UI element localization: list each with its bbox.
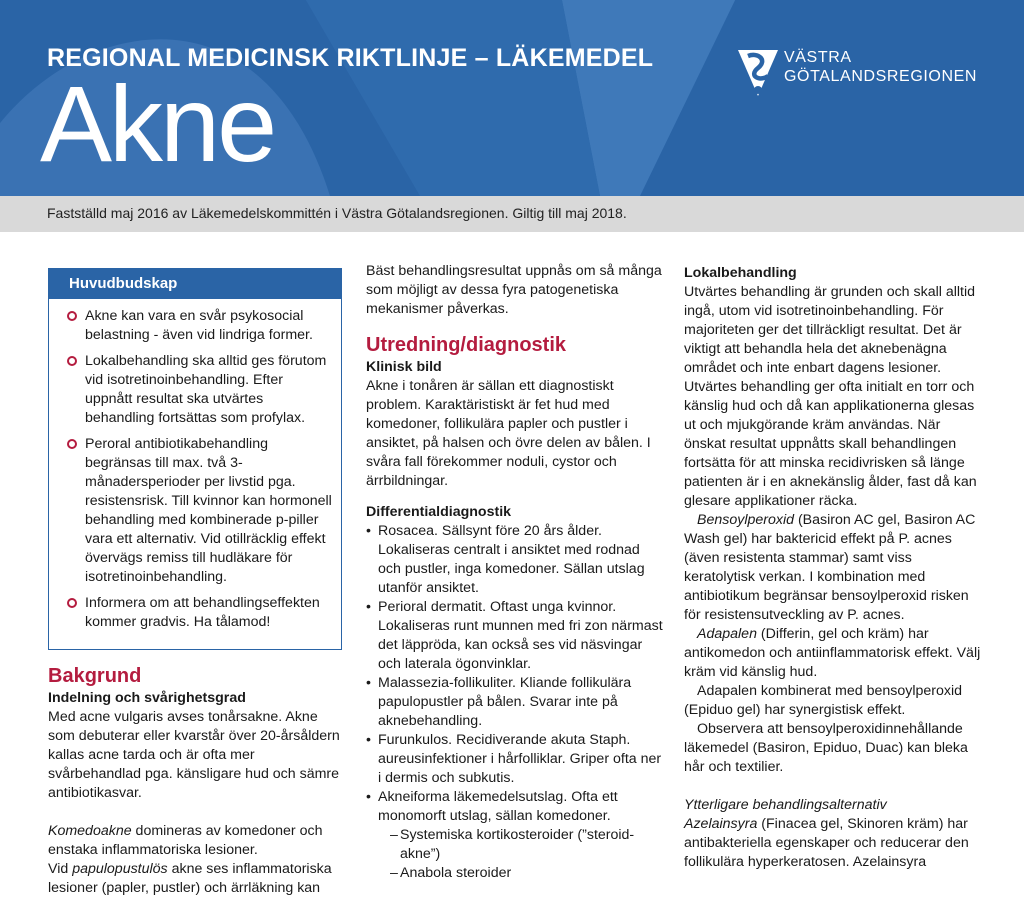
sub-list-item: – Anabola steroider xyxy=(390,864,666,883)
paragraph: Observera att bensoylperoxidinnehållande läkemedel (Basiron, Epiduo, Duac) kan bleka hår och textilier. xyxy=(684,721,968,775)
paragraph: Komedoakne domineras av komedoner och enstaka inflammatoriska lesioner. xyxy=(48,823,323,858)
sub-list-item: – Systemiska kortikosteroider (”steroid-akne”) xyxy=(390,826,666,864)
bullet-icon xyxy=(67,311,77,321)
page-title: Akne xyxy=(40,63,275,184)
paragraph: Azelainsyra (Finacea gel, Skinoren kräm) har antibakteriella egenskaper och reducerar den follikulära hyperkeratosen. Azelainsyra xyxy=(684,816,969,870)
paragraph: Med acne vulgaris avses tonårsakne. Akne som debuterar eller kvarstår över 20-årsåldern kallas acne tarda och är ofta mer svårbehandlad pga. känsligare hud och sämre antibiotikasvar. xyxy=(48,709,340,801)
header-banner xyxy=(0,0,1024,196)
column-1 xyxy=(48,268,344,898)
paragraph: Adapalen (Differin, gel och kräm) har antikomedon och antiinflammatorisk effekt. Välj kräm vid känslig hud. xyxy=(684,626,981,680)
column-2 xyxy=(366,262,666,883)
key-messages-list xyxy=(49,299,341,632)
key-messages-title: Huvudbudskap xyxy=(49,269,341,299)
list-item: • Rosacea. Sällsynt före 20 års ålder. Lokaliseras centralt i ansiktet med rodnad och pustler, inga komedoner. Sällan utslag utanför ansiktet. xyxy=(366,522,666,598)
list-item: • Perioral dermatit. Oftast unga kvinnor. Lokaliseras runt munnen med fri zon närmast det läppröda, kan också ses vid näsvingar och laterala ögonvinklar. xyxy=(366,598,666,674)
key-message-item: Lokalbehandling ska alltid ges förutom vid isotretinoinbehandling. Efter uppnått resultat ska utvärtes behandling fortsättas som profylax. xyxy=(67,352,333,428)
subheading-further-alternatives: Ytterligare behandlingsalternativ xyxy=(684,797,887,813)
subheading-local-treatment: Lokalbehandling xyxy=(684,265,797,281)
paragraph: Bensoylperoxid (Basiron AC gel, Basiron AC Wash gel) har baktericid effekt på P. acnes (även resistenta stammar) samt viss keratolytisk verkan. I kombination med antibiotikum begränsar bensoylperoxid risken för resistensutveckling av P. acnes. xyxy=(684,512,976,623)
list-item: • Malassezia-follikuliter. Kliande follikulära papulopustler på bålen. Svarar inte på aknebehandling. xyxy=(366,674,666,731)
key-message-item: Akne kan vara en svår psykosocial belastning - även vid lindriga former. xyxy=(67,307,333,345)
paragraph: Akne i tonåren är sällan ett diagnostiskt problem. Karaktäristiskt är fet hud med komedoner, follikulära papler och pustler i ansiktet, på halsen och övre delen av bålen. I svåra fall förekommer noduli, cystor och ärrbildningar. xyxy=(366,378,651,489)
vgr-logo xyxy=(736,46,996,102)
bullet-icon xyxy=(67,356,77,366)
paragraph: Bäst behandlingsresultat uppnås om så många som möjligt av dessa fyra patogenetiska mekanismer påverkas. xyxy=(366,263,662,317)
section-heading-diagnostics: Utredning/diagnostik xyxy=(366,334,566,356)
key-message-item: Informera om att behandlingseffekten kommer gradvis. Ha tålamod! xyxy=(67,594,333,632)
column-3 xyxy=(684,264,984,872)
sub-list xyxy=(378,826,666,883)
subheading-differential: Differentialdiagnostik xyxy=(366,504,512,520)
validity-bar xyxy=(0,196,1024,232)
key-message-item: Peroral antibiotikabehandling begränsas till max. två 3-månadersperioder per livstid pga. resistensrisk. Till kvinnor kan hormonell behandling med kombinerade p-piller vara ett alternativ. Vid otillräcklig effekt övervägs remiss till hudläkare för isotretinoinbehandling. xyxy=(67,435,333,587)
paragraph: Utvärtes behandling är grunden och skall alltid ingå, utom vid isotretinoinbehandling. För majoriteten ger det tillräckligt resultat. Det är viktigt att behandla hela det aknebenägna området och inte enbart dagens lesioner. Utvärtes behandling ger ofta initialt en torr och känslig hud och då kan applikationerna glesas ut och mjukgörande kräm användas. När önskat resultat uppnåtts skall behandlingen fortsätta för att minska recidivrisken så länge patienten är i en aknekänslig ålder, fast då kan glesare applikationer räcka. xyxy=(684,284,977,509)
subheading-clinical: Klinisk bild xyxy=(366,359,442,375)
key-messages-box xyxy=(48,268,342,650)
subheading-classification: Indelning och svårighetsgrad xyxy=(48,690,246,706)
guideline-kicker: REGIONAL MEDICINSK RIKTLINJE – LÄKEMEDEL xyxy=(47,44,654,72)
paragraph: Vid papulopustulös akne ses inflammatoriska lesioner (papler, pustler) och ärrläkning kan xyxy=(48,861,332,896)
section-heading-background: Bakgrund xyxy=(48,665,142,687)
differential-list xyxy=(366,522,666,883)
logo-text-line1: VÄSTRA xyxy=(784,49,852,66)
list-item: • Furunkulos. Recidiverande akuta Staph. aureusinfektioner i hårfolliklar. Griper ofta ner i dermis och subkutis. xyxy=(366,731,666,788)
logo-text-line2: GÖTALANDSREGIONEN xyxy=(784,68,978,85)
vgr-logo-icon xyxy=(736,46,780,100)
bullet-icon xyxy=(67,598,77,608)
list-item: • Akneiforma läkemedelsutslag. Ofta ett monomorft utslag, sällan komedoner. – Systemiska kortikosteroider (”steroid-akne”) – Anabola steroider xyxy=(366,788,666,883)
bullet-icon xyxy=(67,439,77,449)
validity-text: Fastställd maj 2016 av Läkemedelskommittén i Västra Götalandsregionen. Giltig till maj 2018. xyxy=(47,205,627,221)
paragraph: Adapalen kombinerat med bensoylperoxid (Epiduo gel) har synergistisk effekt. xyxy=(684,683,962,718)
